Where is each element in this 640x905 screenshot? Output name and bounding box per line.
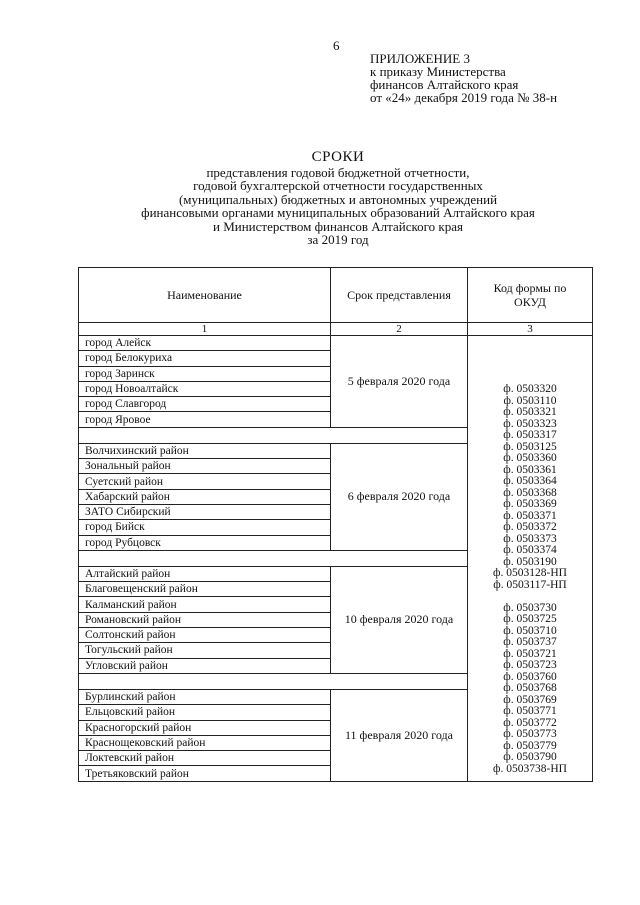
form-code: ф. 0503364 — [503, 475, 557, 487]
title-line: и Министерством финансов Алтайского края — [212, 218, 463, 234]
header-code: Код формы по ОКУД — [468, 268, 593, 323]
municipality-name: Хабарский район — [79, 489, 331, 504]
municipality-name: Солтонский район — [79, 628, 331, 643]
form-code: ф. 0503771 — [503, 705, 557, 717]
form-code: ф. 0503368 — [503, 486, 557, 499]
form-code: ф. 0503125 — [503, 440, 557, 453]
deadline-date: 5 февраля 2020 года — [331, 336, 468, 428]
form-code: ф. 0503190 — [503, 555, 557, 568]
municipality-name: город Алейск — [79, 336, 331, 351]
column-number: 3 — [468, 323, 593, 336]
municipality-name: Угловский район — [79, 658, 331, 673]
form-code: ф. 0503773 — [503, 728, 557, 740]
municipality-name: город Заринск — [79, 366, 331, 381]
form-code: ф. 0503725 — [503, 613, 557, 625]
municipality-name: город Славгород — [79, 397, 331, 412]
deadline-date: 6 февраля 2020 года — [331, 443, 468, 550]
title-main: СРОКИ — [311, 149, 365, 165]
title-line: финансовыми органами муниципальных образований Алтайского края — [141, 205, 535, 221]
form-code: ф. 0503110 — [503, 394, 557, 407]
municipality-name: город Белокуриха — [79, 351, 331, 366]
municipality-name: город Новоалтайск — [79, 381, 331, 396]
form-code: ф. 0503738-НП — [493, 762, 567, 775]
form-code: ф. 0503323 — [503, 417, 557, 430]
municipality-name: Алтайский район — [79, 566, 331, 581]
municipality-name: ЗАТО Сибирский — [79, 504, 331, 519]
header-deadline: Срок представления — [331, 268, 468, 323]
form-code: ф. 0503760 — [503, 670, 557, 683]
title-line: годовой бухгалтерской отчетности государственных — [193, 178, 483, 194]
separator-cell — [79, 427, 468, 443]
form-code: ф. 0503320 — [503, 383, 557, 395]
form-code — [468, 591, 592, 603]
separator-cell — [79, 673, 468, 689]
form-code: ф. 0503737 — [503, 636, 557, 648]
deadline-date: 10 февраля 2020 года — [331, 566, 468, 673]
form-code: ф. 0503372 — [503, 521, 557, 533]
deadlines-table — [78, 267, 593, 782]
municipality-name: город Рубцовск — [79, 535, 331, 550]
header-name: Наименование — [79, 268, 331, 323]
form-code: ф. 0503128-НП — [493, 567, 567, 579]
form-code: ф. 0503371 — [503, 509, 557, 522]
municipality-name: Зональный район — [79, 459, 331, 474]
form-codes-list — [468, 336, 593, 782]
municipality-name: Ельцовский район — [79, 705, 331, 720]
form-code: ф. 0503361 — [503, 463, 557, 476]
form-code: ф. 0503374 — [503, 544, 557, 556]
municipality-name: Благовещенский район — [79, 582, 331, 597]
form-code: ф. 0503317 — [503, 429, 557, 441]
municipality-name: город Яровое — [79, 412, 331, 427]
municipality-name: Тогульский район — [79, 643, 331, 658]
column-number: 1 — [79, 323, 331, 336]
separator-cell — [79, 550, 468, 566]
municipality-name: Бурлинский район — [79, 689, 331, 704]
form-code: ф. 0503772 — [503, 716, 557, 729]
title-line: представления годовой бюджетной отчетности, — [206, 165, 470, 180]
municipality-name: Романовский район — [79, 612, 331, 627]
municipality-name: Краснощековский район — [79, 735, 331, 750]
column-number: 2 — [331, 323, 468, 336]
form-code: ф. 0503730 — [503, 601, 557, 614]
appendix-header — [370, 52, 557, 104]
municipality-name: Красногорский район — [79, 720, 331, 735]
municipality-name: Локтевский район — [79, 751, 331, 766]
appendix-line: от «24» декабря 2019 года № 38-н — [370, 90, 558, 105]
form-code: ф. 0503710 — [503, 624, 557, 637]
table-header-row — [79, 268, 593, 323]
municipality-name: город Бийск — [79, 520, 331, 535]
appendix-line: финансов Алтайского края — [370, 77, 519, 92]
title-line: (муниципальных) бюджетных и автономных учреждений — [178, 191, 498, 207]
appendix-line: к приказу Министерства — [370, 64, 506, 79]
column-number-row — [79, 323, 593, 336]
municipality-name: Волчихинский район — [79, 443, 331, 458]
form-code: ф. 0503321 — [503, 406, 557, 418]
appendix-title: ПРИЛОЖЕНИЕ 3 — [370, 51, 470, 66]
page-number: 6 — [333, 38, 340, 53]
form-code: ф. 0503769 — [503, 693, 557, 706]
form-code: ф. 0503369 — [503, 498, 557, 510]
form-code: ф. 0503360 — [503, 452, 557, 464]
form-code: ф. 0503721 — [503, 647, 557, 660]
form-code: ф. 0503768 — [503, 682, 557, 694]
form-code: ф. 0503790 — [503, 751, 557, 763]
form-code: ф. 0503779 — [503, 739, 557, 752]
title-line: за 2019 год — [307, 232, 369, 248]
form-code: ф. 0503723 — [503, 659, 557, 671]
municipality-name: Калманский район — [79, 597, 331, 612]
municipality-name: Суетский район — [79, 474, 331, 489]
deadline-date: 11 февраля 2020 года — [331, 689, 468, 781]
form-code: ф. 0503373 — [503, 532, 557, 545]
form-code: ф. 0503117-НП — [493, 578, 567, 591]
document-title — [78, 149, 598, 246]
table-row — [79, 336, 593, 351]
municipality-name: Третьяковский район — [79, 766, 331, 781]
